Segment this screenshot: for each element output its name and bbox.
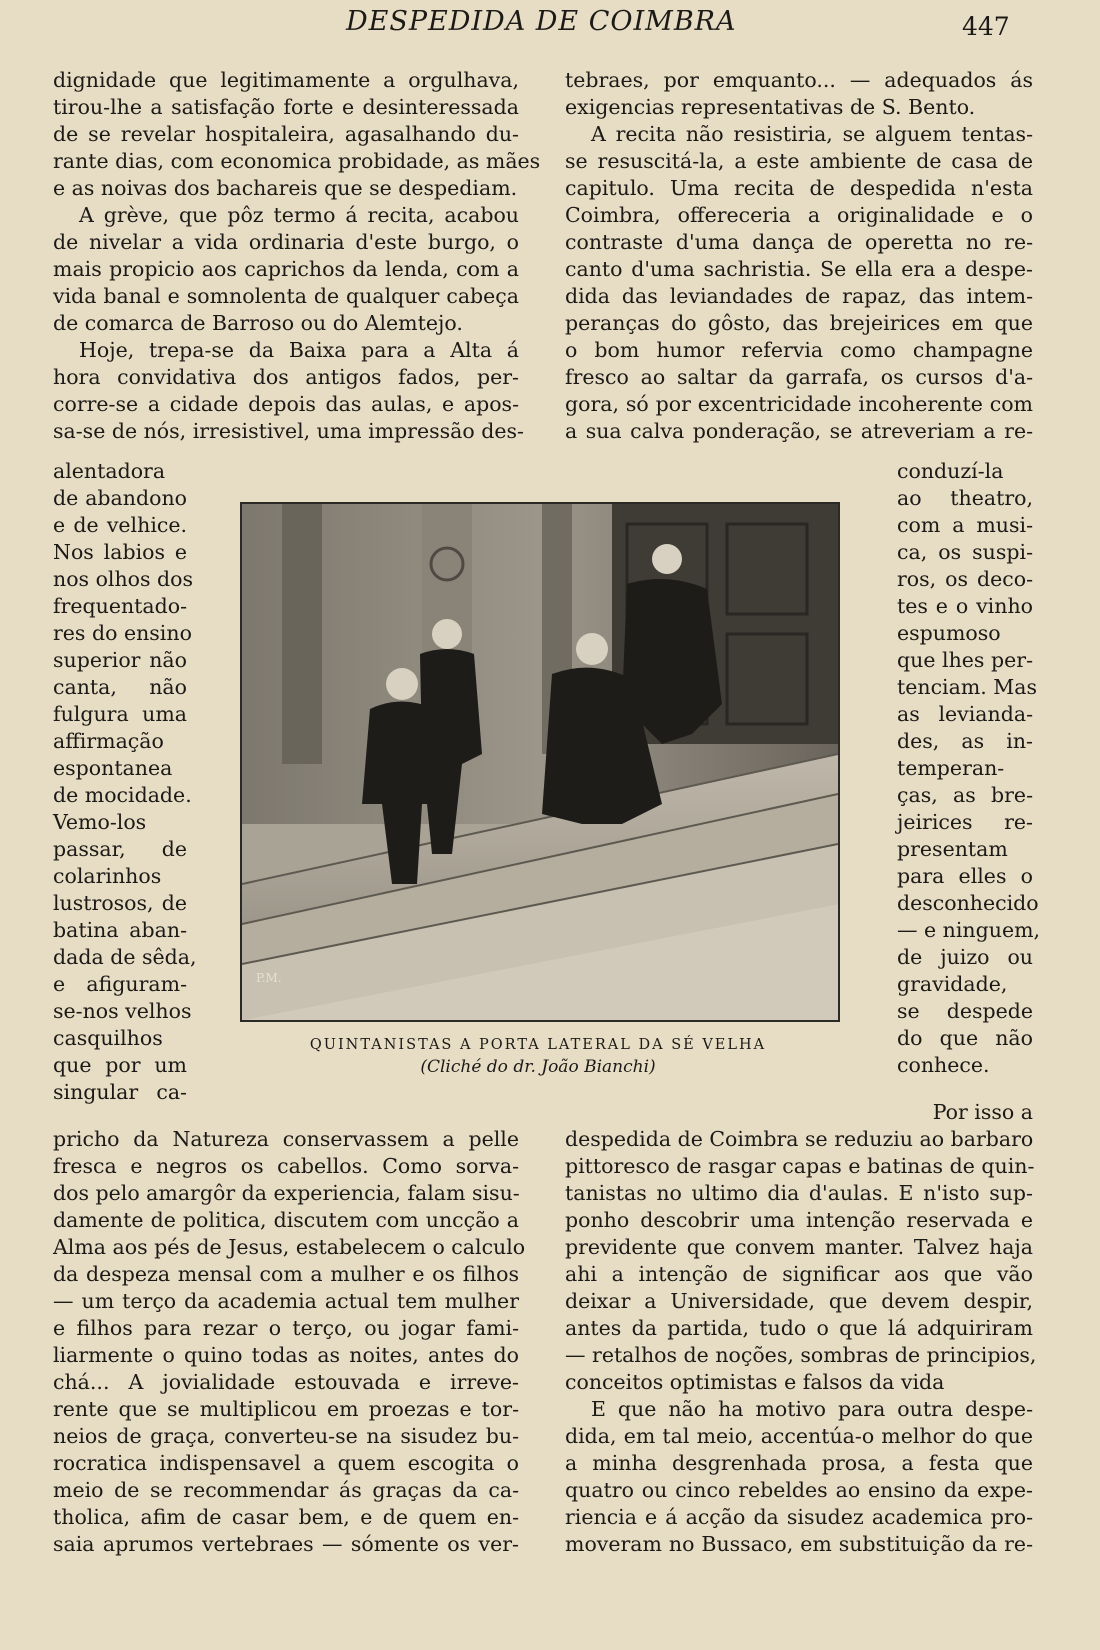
text-line: superior não: [53, 648, 187, 672]
text-line: liarmente o quino todas as noites, antes do: [53, 1343, 519, 1367]
text-line: moveram no Bussaco, em substituição da re-: [565, 1532, 1033, 1556]
caption-title: QUINTANISTAS A PORTA LATERAL DA SÉ VELHA: [309, 1037, 767, 1053]
text-line: affirmação: [53, 729, 164, 753]
text-line: res do ensino: [53, 621, 192, 645]
text-line: dada de sêda,: [53, 945, 197, 969]
text-line: de comarca de Barroso ou do Alemtejo.: [53, 311, 463, 335]
text-line: a minha desgrenhada prosa, a festa que: [565, 1451, 1033, 1475]
text-line: a sua calva ponderação, se atreveriam a re-: [565, 419, 1033, 443]
text-line: com a musi-: [897, 513, 1033, 537]
photo-illustration: [242, 504, 838, 1020]
left-column-top: [53, 67, 541, 445]
text-line: pittoresco de rasgar capas e batinas de quin-: [565, 1154, 1035, 1178]
text-line: fresco ao saltar da garrafa, os cursos d'a-: [565, 365, 1033, 389]
text-line: canto d'uma sachristia. Se ella era a despe-: [565, 257, 1033, 281]
text-line: ahi a intenção de significar aos que vão: [565, 1262, 1033, 1286]
text-line: gravidade,: [897, 972, 1008, 996]
text-line: Nos labios e: [53, 540, 187, 564]
text-line: tes e o vinho: [897, 594, 1033, 618]
text-line: temperan-: [897, 756, 1005, 780]
text-line: tirou-lhe a satisfação forte e desinteressada: [53, 95, 519, 119]
text-line: e filhos para rezar o terço, ou jogar fami-: [53, 1316, 519, 1340]
text-line: dignidade que legitimamente a orgulhava,: [53, 68, 519, 92]
text-line: neios de graça, converteu-se na sisudez bu-: [53, 1424, 519, 1448]
text-line: E que não ha motivo para outra despe-: [591, 1397, 1033, 1421]
text-line: presentam: [897, 837, 1008, 861]
text-line: dida das leviandades de rapaz, das intem-: [565, 284, 1033, 308]
text-line: — um terço da academia actual tem mulher: [53, 1289, 519, 1313]
figure-caption: [240, 1037, 836, 1077]
text-line: conceitos optimistas e falsos da vida: [565, 1370, 945, 1394]
text-line: ao theatro,: [897, 486, 1033, 510]
text-line: Coimbra, offereceria a originalidade e o: [565, 203, 1033, 227]
text-line: jeirices re-: [897, 810, 1033, 834]
text-line: fulgura uma: [53, 702, 187, 726]
text-line: desconhecido: [897, 891, 1039, 915]
text-line: passar, de: [53, 837, 187, 861]
text-line: casquilhos: [53, 1026, 163, 1050]
caption-credit: (Cliché do dr. João Bianchi): [420, 1057, 656, 1077]
text-line: e de velhice.: [53, 513, 187, 537]
text-line: chá... A jovialidade estouvada e irreve-: [53, 1370, 519, 1394]
text-line: despedida de Coimbra se reduziu ao barbaro: [565, 1127, 1034, 1151]
text-line: exigencias representativas de S. Bento.: [565, 95, 976, 119]
text-line: se despede: [897, 999, 1033, 1023]
text-line: sa-se de nós, irresistivel, uma impressão des-: [53, 419, 524, 443]
text-line: colarinhos: [53, 864, 162, 888]
left-column-narrow: [53, 458, 197, 1106]
text-line: gora, só por excentricidade incoherente com: [565, 392, 1033, 416]
text-line: tebraes, por emquanto... — adequados ás: [565, 68, 1033, 92]
running-head: [0, 6, 1100, 46]
text-line: de nivelar a vida ordinaria d'este burgo, o: [53, 230, 519, 254]
running-title: DESPEDIDA DE COIMBRA: [346, 6, 737, 37]
text-line: espumoso: [897, 621, 1001, 645]
text-line: capitulo. Uma recita de despedida n'esta: [565, 176, 1033, 200]
text-line: A recita não resistiria, se alguem tentas-: [591, 122, 1033, 146]
text-line: tenciam. Mas: [897, 675, 1038, 699]
text-line: meio de se recommendar ás graças da ca-: [53, 1478, 519, 1502]
text-line: pricho da Natureza conservassem a pelle: [53, 1127, 519, 1151]
text-line: batina aban-: [53, 918, 187, 942]
text-line: rante dias, com economica probidade, as mães: [53, 149, 541, 173]
right-column-narrow: [897, 458, 1041, 1079]
text-line: de mocidade.: [53, 783, 192, 807]
text-line: ças, as bre-: [897, 783, 1033, 807]
text-line: rocratica indispensavel a quem escogita o: [53, 1451, 519, 1475]
text-line: Por isso a: [932, 1100, 1033, 1124]
text-line: — e ninguem,: [897, 918, 1041, 942]
photograph: [240, 502, 840, 1022]
text-line: de abandono: [53, 486, 187, 510]
text-line: conhece.: [897, 1053, 990, 1077]
text-line: contraste d'uma dança de operetta no re-: [565, 230, 1033, 254]
text-line: canta, não: [53, 675, 187, 699]
text-line: as leviandа-: [897, 702, 1033, 726]
text-line: fresca e negros os cabellos. Como sorva-: [53, 1154, 519, 1178]
text-line: previdente que convem manter. Talvez haja: [565, 1235, 1033, 1259]
text-line: peranças do gôsto, das brejeirices em que: [565, 311, 1033, 335]
text-line: antes da partida, tudo o que lá adquiriram: [565, 1316, 1033, 1340]
text-line: tanistas no ultimo dia d'aulas. E n'isto sup-: [565, 1181, 1033, 1205]
text-line: Alma aos pés de Jesus, estabelecem o calculo: [53, 1235, 526, 1259]
text-line: da despeza mensal com a mulher e os filhos: [53, 1262, 519, 1286]
text-line: vida banal e somnolenta de qualquer cabeça: [53, 284, 519, 308]
text-line: tholica, afim de casar bem, e de quem en-: [53, 1505, 519, 1529]
text-line: des, as in-: [897, 729, 1033, 753]
text-line: singular ca-: [53, 1080, 187, 1104]
text-line: e afiguram-: [53, 972, 187, 996]
text-line: Hoje, trepa-se da Baixa para a Alta á: [79, 338, 519, 362]
text-line: dos pelo amargôr da experiencia, falam sisu-: [53, 1181, 520, 1205]
text-line: e as noivas dos bachareis que se despediam.: [53, 176, 518, 200]
page-number: 447: [962, 12, 1010, 41]
text-line: damente de politica, discutem com uncção a: [53, 1208, 519, 1232]
right-column-bottom: [565, 1099, 1037, 1558]
text-line: saia aprumos vertebraes — sómente os ver-: [53, 1532, 519, 1556]
text-line: frequentado-: [53, 594, 188, 618]
text-line: deixar a Universidade, que devem despir,: [565, 1289, 1033, 1313]
text-line: nos olhos dos: [53, 567, 194, 591]
text-line: o bom humor refervia como champagne: [565, 338, 1033, 362]
text-line: para elles o: [897, 864, 1033, 888]
right-column-top: [565, 67, 1033, 445]
text-line: de juizo ou: [897, 945, 1033, 969]
text-line: A grève, que pôz termo á recita, acabou: [79, 203, 519, 227]
text-line: conduzí-la: [897, 459, 1004, 483]
text-line: hora convidativa dos antigos fados, per-: [53, 365, 519, 389]
text-line: se resuscitá-la, a este ambiente de casa de: [565, 149, 1033, 173]
text-line: de se revelar hospitaleira, agasalhando du-: [53, 122, 519, 146]
text-line: — retalhos de noções, sombras de principios,: [565, 1343, 1037, 1367]
text-line: espontanea: [53, 756, 173, 780]
text-line: que por um: [53, 1053, 187, 1077]
text-line: alentadora: [53, 459, 166, 483]
text-line: que lhes per-: [897, 648, 1033, 672]
text-line: dida, em tal meio, accentúa-o melhor do que: [565, 1424, 1033, 1448]
photo-signature: P.M.: [256, 971, 282, 985]
text-line: lustrosos, de: [53, 891, 187, 915]
text-line: rente que se multiplicou em proezas e tor-: [53, 1397, 519, 1421]
text-line: quatro ou cinco rebeldes ao ensino da expe-: [565, 1478, 1033, 1502]
text-line: do que não: [897, 1026, 1033, 1050]
text-line: mais propicio aos caprichos da lenda, com a: [53, 257, 519, 281]
text-line: ca, os suspi-: [897, 540, 1033, 564]
text-line: se-nos velhos: [53, 999, 192, 1023]
text-line: corre-se a cidade depois das aulas, e apos-: [53, 392, 519, 416]
text-line: ponho descobrir uma intenção reservada e: [565, 1208, 1033, 1232]
text-line: ros, os deco-: [897, 567, 1033, 591]
text-line: riencia e á acção da sisudez academica pro-: [565, 1505, 1033, 1529]
left-column-bottom: [53, 1126, 526, 1558]
text-line: Vemo-los: [53, 810, 147, 834]
